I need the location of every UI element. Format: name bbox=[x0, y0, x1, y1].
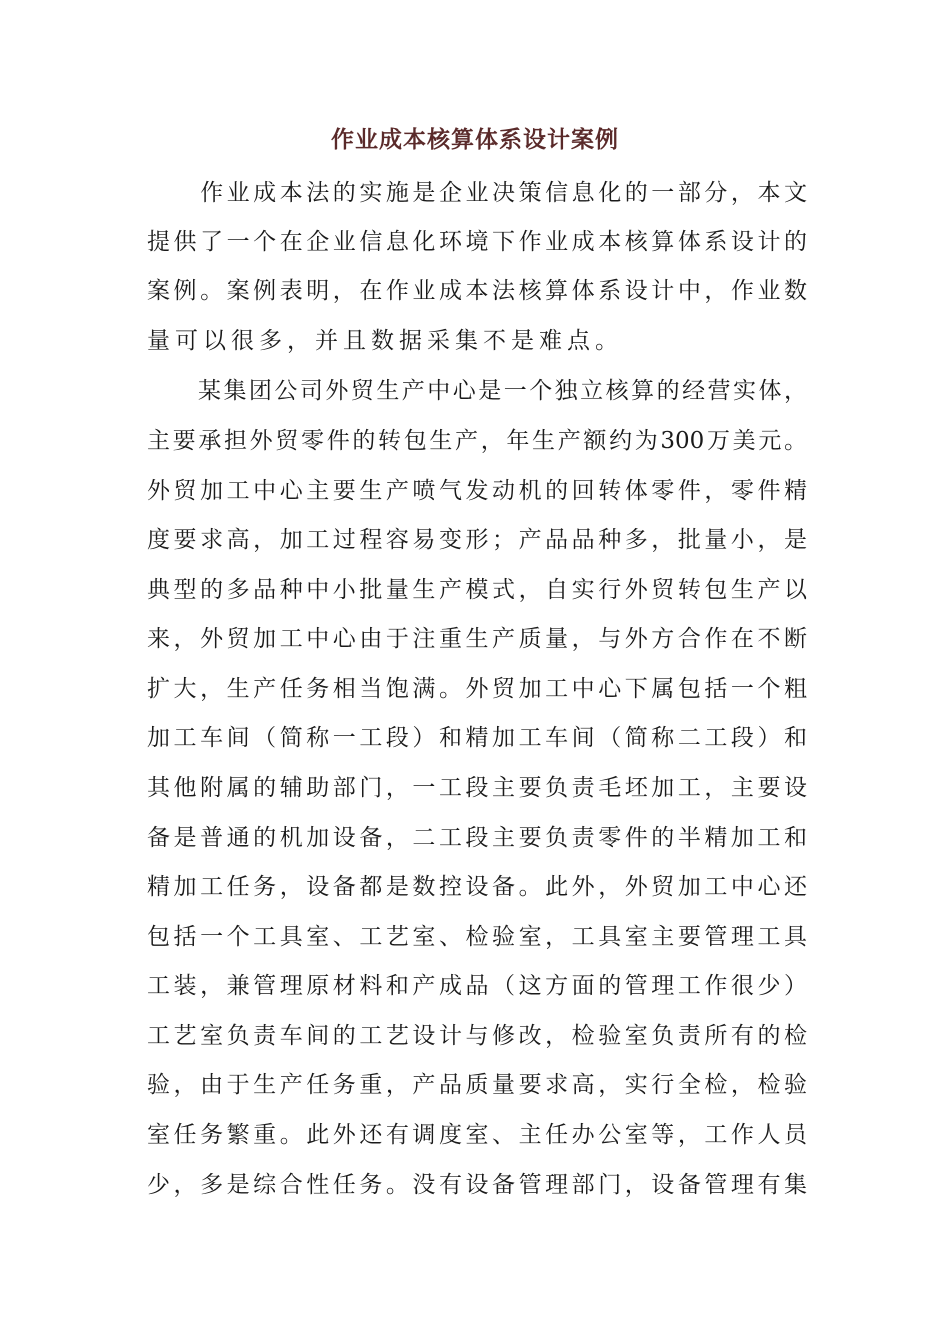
text-line: 精加工任务，设备都是数控设备。此外，外贸加工中心还 bbox=[147, 874, 807, 900]
text-line: 提供了一个在企业信息化环境下作业成本核算体系设计的 bbox=[147, 229, 807, 255]
text-line: 量可以很多，并且数据采集不是难点。 bbox=[147, 328, 623, 354]
text-line: 案例。案例表明，在作业成本法核算体系设计中，作业数 bbox=[147, 278, 807, 304]
text-line: 其他附属的辅助部门，一工段主要负责毛坯加工，主要设 bbox=[147, 775, 807, 801]
text-line: 典型的多品种中小批量生产模式，自实行外贸转包生产以 bbox=[147, 577, 807, 603]
text-line: 备是普通的机加设备，二工段主要负责零件的半精加工和 bbox=[147, 825, 807, 851]
text-line: 主要承担外贸零件的转包生产，年生产额约为300万美元。 bbox=[147, 428, 807, 454]
text-line: 加工车间（简称一工段）和精加工车间（简称二工段）和 bbox=[147, 725, 807, 751]
text-line: 工装，兼管理原材料和产成品（这方面的管理工作很少） bbox=[147, 973, 807, 999]
text-line: 度要求高，加工过程容易变形；产品品种多，批量小，是 bbox=[147, 527, 807, 553]
text-line: 某集团公司外贸生产中心是一个独立核算的经营实体， bbox=[147, 378, 807, 404]
document-title: 作业成本核算体系设计案例 bbox=[331, 126, 619, 153]
text-line: 作业成本法的实施是企业决策信息化的一部分，本文 bbox=[147, 180, 807, 206]
text-line: 少，多是综合性任务。没有设备管理部门，设备管理有集 bbox=[147, 1172, 807, 1198]
text-line: 工艺室负责车间的工艺设计与修改，检验室负责所有的检 bbox=[147, 1023, 807, 1049]
text-line: 扩大，生产任务相当饱满。外贸加工中心下属包括一个粗 bbox=[147, 676, 807, 702]
text-line: 外贸加工中心主要生产喷气发动机的回转体零件，零件精 bbox=[147, 478, 807, 504]
text-line: 验，由于生产任务重，产品质量要求高，实行全检，检验 bbox=[147, 1072, 807, 1098]
text-line: 室任务繁重。此外还有调度室、主任办公室等，工作人员 bbox=[147, 1122, 807, 1148]
text-line: 来，外贸加工中心由于注重生产质量，与外方合作在不断 bbox=[147, 626, 807, 652]
text-line: 包括一个工具室、工艺室、检验室，工具室主要管理工具 bbox=[147, 924, 807, 950]
